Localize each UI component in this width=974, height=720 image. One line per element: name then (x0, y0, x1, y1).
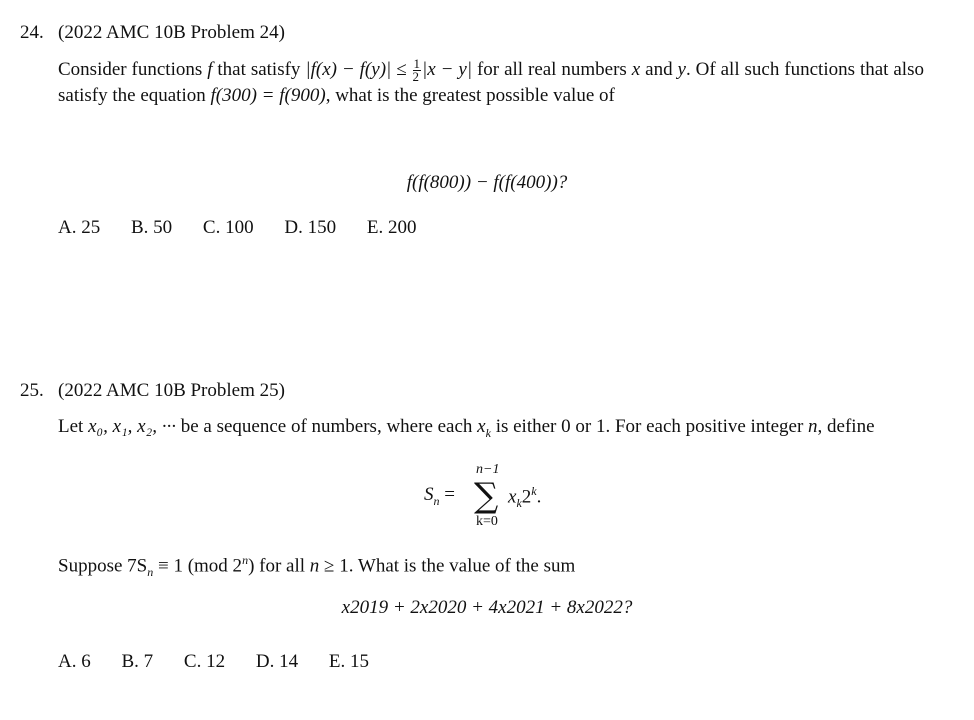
problem-25-heading: (2022 AMC 10B Problem 25) (58, 380, 285, 401)
problem-25-condition: Suppose $7S_n \equiv 1$ (mod 2$^n$) for all n ≥ 1. What is the value of the sum (58, 553, 576, 580)
problem-25-choices (58, 651, 395, 673)
problem-25-statement: Let x₀, x₁, x₂, ··· be a sequence of numbers, where each $x_k$ is either 0 or 1. For each positive integer n, define (58, 416, 875, 440)
choice-d[interactable]: D. 150 (284, 217, 337, 238)
choice-c[interactable]: C. 100 (202, 217, 254, 238)
problem-24-display-expression: f(f(800)) − f(f(400))? (406, 172, 568, 193)
sigma-icon: ∑ (474, 476, 499, 516)
problem-24-choices (58, 217, 442, 239)
choice-a[interactable]: A. 6 (58, 651, 91, 672)
summation-definition (420, 462, 620, 532)
problem-24-heading: (2022 AMC 10B Problem 24) (58, 22, 285, 43)
problem-24-number: 24. (20, 22, 44, 43)
choice-e[interactable]: E. 15 (328, 651, 369, 672)
half-fraction: $\frac{1}{2}$ (412, 56, 421, 85)
choice-b[interactable]: B. 7 (121, 651, 154, 672)
sum-lhs: $S_n$ = (424, 484, 455, 508)
choice-c[interactable]: C. 12 (183, 651, 226, 672)
sum-upper-limit: n−1 (476, 462, 500, 477)
sum-lower-limit: k=0 (476, 514, 498, 529)
choice-b[interactable]: B. 50 (130, 217, 173, 238)
choice-a[interactable]: A. 25 (58, 217, 101, 238)
choice-d[interactable]: D. 14 (255, 651, 299, 672)
sum-term: $x_k2^k$. (508, 484, 542, 511)
problem-25-number: 25. (20, 380, 44, 401)
problem-25-display-expression: x2019 + 2x2020 + 4x2021 + 8x2022? (341, 597, 633, 618)
problem-24-statement: Consider functions f that satisfy |f(x) − f(y)| ≤ $\frac{1}{2}$ |x − y| for all real numbers x and y. Of all such functions that also satisfy the equation f(300) = f(900), what is the greatest possible value of (58, 56, 924, 107)
choice-e[interactable]: E. 200 (366, 217, 417, 238)
